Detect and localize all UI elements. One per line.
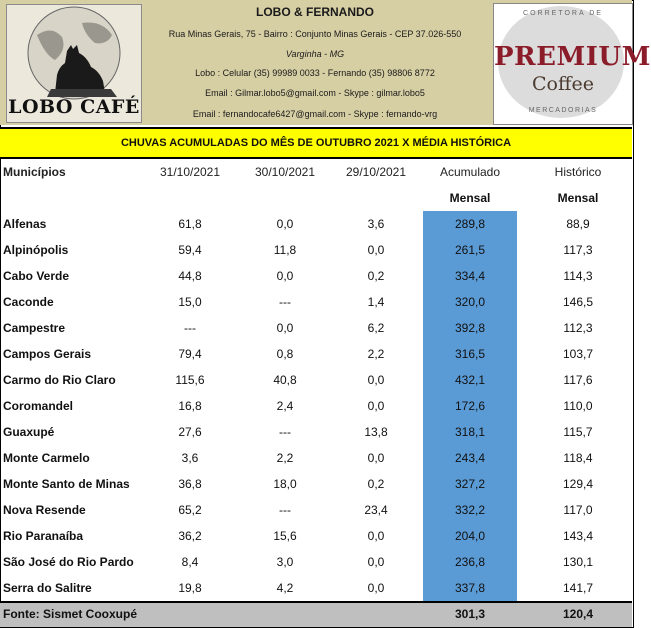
cell-municipio: Serra do Salitre — [3, 581, 92, 595]
logo-premium-text: PREMIUM — [494, 42, 651, 72]
col-header-municipios: Municípios — [3, 165, 66, 179]
footer-source: Fonte: Sismet Cooxupé — [3, 607, 138, 621]
cell-municipio: Cabo Verde — [3, 269, 70, 283]
cell-historico: 117,3 — [563, 243, 593, 257]
cell-29-10: 0,0 — [367, 399, 385, 413]
premium-coffee-logo — [493, 3, 651, 125]
table-row — [0, 523, 632, 549]
cell-acumulado: 320,0 — [454, 295, 486, 309]
cell-29-10: 0,0 — [367, 373, 385, 387]
cell-31-10: 15,0 — [178, 295, 202, 309]
cell-acumulado: 432,1 — [454, 373, 486, 387]
cell-29-10: 0,0 — [367, 243, 385, 257]
table-row — [0, 419, 632, 445]
cell-municipio: São José do Rio Pardo — [3, 555, 134, 569]
cell-historico: 117,0 — [563, 503, 593, 517]
cell-30-10: 4,2 — [276, 581, 294, 595]
cell-historico: 143,4 — [562, 529, 594, 543]
cell-30-10: 0,0 — [276, 269, 294, 283]
table-row — [0, 549, 632, 575]
cell-30-10: 2,2 — [276, 451, 294, 465]
cell-acumulado: 289,8 — [454, 217, 486, 231]
cell-29-10: 0,0 — [367, 581, 385, 595]
cell-historico: 141,7 — [562, 581, 594, 595]
cell-31-10: 36,2 — [178, 529, 202, 543]
cell-29-10: 1,4 — [367, 295, 385, 309]
cell-acumulado: 236,8 — [454, 555, 486, 569]
cell-29-10: 3,6 — [367, 217, 385, 231]
cell-30-10: 11,8 — [273, 243, 297, 257]
cell-municipio: Carmo do Rio Claro — [3, 373, 116, 387]
table-header-row — [0, 159, 632, 185]
cell-acumulado: 204,0 — [454, 529, 486, 543]
cell-30-10: --- — [279, 503, 291, 517]
cell-30-10: 15,6 — [273, 529, 297, 543]
phones: Lobo : Celular (35) 99989 0033 - Fernando (35) 98806 8772 — [195, 68, 435, 78]
col-header-date-3: 29/10/2021 — [345, 165, 407, 179]
table-row — [0, 367, 632, 393]
cell-31-10: 16,8 — [178, 399, 202, 413]
cell-municipio: Monte Santo de Minas — [3, 477, 130, 491]
table-row — [0, 471, 632, 497]
cell-acumulado: 172,6 — [454, 399, 486, 413]
cell-historico: 115,7 — [563, 425, 593, 439]
table-row — [0, 315, 632, 341]
footer-historico-average: 120,4 — [562, 607, 594, 621]
cell-31-10: 61,8 — [178, 217, 202, 231]
cell-acumulado: 334,4 — [454, 269, 486, 283]
cell-acumulado: 327,2 — [454, 477, 486, 491]
cell-historico: 129,4 — [562, 477, 594, 491]
cell-29-10: 2,2 — [367, 347, 385, 361]
cell-30-10: --- — [279, 425, 291, 439]
cell-31-10: 79,4 — [178, 347, 202, 361]
cell-historico: 118,4 — [563, 451, 593, 465]
cell-31-10: 65,2 — [178, 503, 202, 517]
cell-29-10: 0,2 — [367, 269, 385, 283]
email-skype-fernando[interactable]: Email : fernandocafe6427@gmail.com - Skype : fernando-vrg — [192, 109, 438, 119]
cell-acumulado: 261,5 — [454, 243, 486, 257]
letterhead — [0, 0, 651, 125]
logo-ring-bottom-text: MERCADORIAS — [528, 107, 598, 114]
table-row — [0, 575, 632, 601]
lobo-cafe-logo — [6, 4, 142, 123]
cell-31-10: 115,6 — [175, 373, 205, 387]
cell-historico: 110,0 — [563, 399, 593, 413]
cell-historico: 117,6 — [563, 373, 593, 387]
cell-30-10: 0,8 — [276, 347, 294, 361]
cell-29-10: 0,0 — [367, 451, 385, 465]
cell-31-10: 19,8 — [178, 581, 202, 595]
cell-30-10: 40,8 — [273, 373, 297, 387]
address: Rua Minas Gerais, 75 - Bairro : Conjunto Minas Gerais - CEP 37.026-550 — [168, 29, 462, 39]
logo-coffee-text: Coffee — [532, 73, 594, 95]
table-footer — [0, 601, 632, 627]
cell-municipio: Coromandel — [3, 399, 74, 413]
col-header-acumulado: Acumulado — [439, 165, 501, 179]
cell-30-10: 0,0 — [276, 321, 294, 335]
cell-29-10: 0,0 — [367, 529, 385, 543]
cell-municipio: Campestre — [3, 321, 66, 335]
cell-30-10: 2,4 — [276, 399, 294, 413]
cell-31-10: 36,8 — [178, 477, 202, 491]
cell-municipio: Rio Paranaíba — [3, 529, 84, 543]
cell-municipio: Nova Resende — [3, 503, 86, 517]
cell-historico: 146,5 — [562, 295, 594, 309]
cell-acumulado: 337,8 — [454, 581, 486, 595]
subheader-acumulado: Mensal — [449, 191, 491, 205]
table-row — [0, 445, 632, 471]
cell-30-10: 0,0 — [276, 217, 294, 231]
city: Varginha - MG — [285, 49, 345, 59]
cell-acumulado: 318,1 — [454, 425, 486, 439]
cell-30-10: 18,0 — [273, 477, 297, 491]
cell-31-10: 27,6 — [178, 425, 202, 439]
table-row — [0, 263, 632, 289]
cell-acumulado: 243,4 — [454, 451, 486, 465]
cell-historico: 103,7 — [562, 347, 594, 361]
col-header-date-1: 31/10/2021 — [159, 165, 221, 179]
cell-30-10: --- — [279, 295, 291, 309]
table-row — [0, 289, 632, 315]
table-row — [0, 237, 632, 263]
cell-municipio: Guaxupé — [3, 425, 55, 439]
cell-municipio: Campos Gerais — [3, 347, 92, 361]
cell-29-10: 13,8 — [364, 425, 388, 439]
cell-historico: 112,3 — [563, 321, 593, 335]
cell-31-10: 44,8 — [178, 269, 202, 283]
cell-acumulado: 392,8 — [454, 321, 486, 335]
cell-acumulado: 332,2 — [454, 503, 486, 517]
cell-historico: 114,3 — [563, 269, 593, 283]
table-row — [0, 393, 632, 419]
cell-historico: 130,1 — [562, 555, 594, 569]
company-name: LOBO & FERNANDO — [256, 5, 374, 19]
cell-31-10: --- — [184, 321, 196, 335]
cell-29-10: 23,4 — [364, 503, 388, 517]
contact-block — [140, 0, 490, 125]
cell-29-10: 0,0 — [367, 555, 385, 569]
cell-31-10: 59,4 — [178, 243, 202, 257]
table-row — [0, 341, 632, 367]
logo-ring-top-text: CORRETORA DE — [523, 10, 603, 17]
table-row — [0, 211, 632, 237]
cell-historico: 88,9 — [566, 217, 590, 231]
cell-municipio: Alpinópolis — [3, 243, 69, 257]
cell-29-10: 0,2 — [367, 477, 385, 491]
cell-municipio: Alfenas — [3, 217, 47, 231]
cell-31-10: 8,4 — [181, 555, 199, 569]
table-subheader-row — [0, 185, 632, 211]
cell-31-10: 3,6 — [181, 451, 199, 465]
subheader-historico: Mensal — [557, 191, 599, 205]
email-skype-lobo[interactable]: Email : Gilmar.lobo5@gmail.com - Skype : gilmar.lobo5 — [205, 88, 425, 98]
cell-municipio: Monte Carmelo — [3, 451, 90, 465]
col-header-historico: Histórico — [554, 165, 602, 179]
col-header-date-2: 30/10/2021 — [254, 165, 316, 179]
cell-acumulado: 316,5 — [454, 347, 486, 361]
cell-municipio: Caconde — [3, 295, 54, 309]
footer-acumulado-average: 301,3 — [454, 607, 486, 621]
logo-left-text: LOBO CAFÉ — [8, 96, 140, 118]
cell-30-10: 3,0 — [276, 555, 294, 569]
table-title: CHUVAS ACUMULADAS DO MÊS DE OUTUBRO 2021 X MÉDIA HISTÓRICA — [0, 127, 632, 159]
table-row — [0, 497, 632, 523]
cell-29-10: 6,2 — [367, 321, 385, 335]
